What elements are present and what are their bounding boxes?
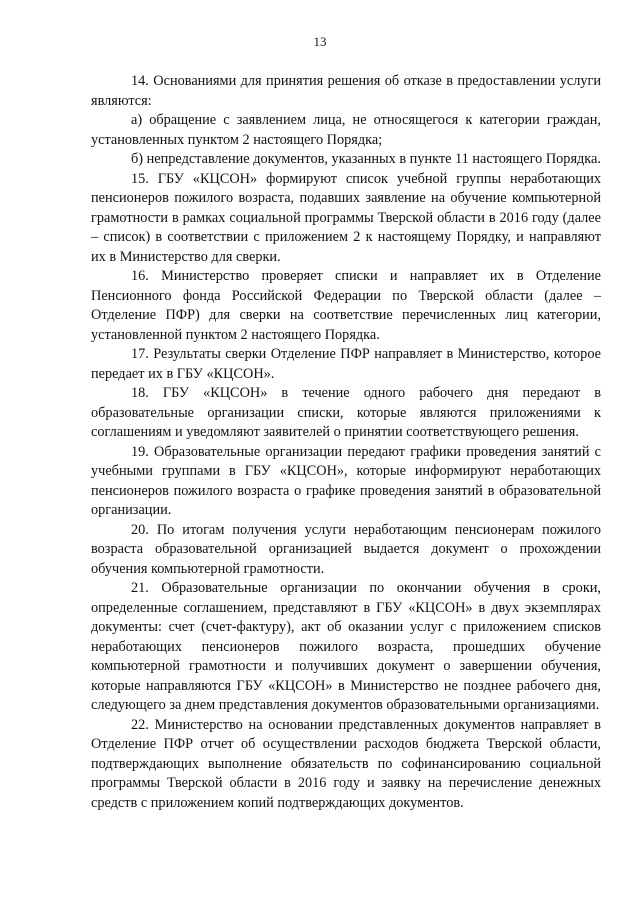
paragraph-14b: б) непредставление документов, указанных в пункте 11 настоящего Порядка. [131,151,601,167]
paragraph-14: 14. Основаниями для принятия решения об отказе в предоставлении услуги являются: [91,73,601,109]
paragraph-19: 19. Образовательные организации передают графики проведения занятий с учебными группами в ГБУ «КЦСОН», которые информируют неработающих пенсионеров пожилого возраста о графике проведения занятий в образовательной организации. [91,443,601,518]
paragraph-18: 18. ГБУ «КЦСОН» в течение одного рабочего дня передают в образовательные организации списки, которые являются приложениями к соглашениям и уведомляют заявителей о принятии соответствующего решения. [91,385,601,440]
paragraph-14a: а) обращение с заявлением лица, не относящегося к категории граждан, установленных пунктом 2 настоящего Порядка; [91,112,601,148]
paragraph-17: 17. Результаты сверки Отделение ПФР направляет в Министерство, которое передает их в ГБУ «КЦСОН». [91,346,601,382]
document-body [91,72,601,813]
page-number: 13 [313,34,327,49]
paragraph-22: 22. Министерство на основании представленных документов направляет в Отделение ПФР отчет об осуществлении расходов бюджета Тверской области, подтверждающих выполнение обязательств по софинансированию социальной программы Тверской области в 2016 году и заявку на перечисление денежных средств с приложением копий подтверждающих документов. [91,716,601,811]
paragraph-16: 16. Министерство проверяет списки и направляет их в Отделение Пенсионного фонда Российской Федерации по Тверской области (далее – Отделение ПФР) для сверки на соответствие перечисленных лиц категории, установленной пунктом 2 настоящего Порядка. [91,268,601,343]
paragraph-15: 15. ГБУ «КЦСОН» формируют список учебной группы неработающих пенсионеров пожилого возраста, подавших заявление на обучение компьютерной грамотности в рамках социальной программы Тверской области в 2016 году (далее – список) в соответствии с приложением 2 к настоящему Порядку, и направляют их в Министерство для сверки. [91,170,601,265]
paragraph-21: 21. Образовательные организации по окончании обучения в сроки, определенные соглашением, представляют в ГБУ «КЦСОН» в двух экземплярах документы: счет (счет-фактуру), акт об оказании услуг с приложением списков неработающих пенсионеров пожилого возраста, прошедших обучение компьютерной грамотности и получивших документ о завершении обучения, которые направляются ГБУ «КЦСОН» в Министерство не позднее рабочего дня, следующего за днем представления документов образовательными организациями. [91,580,601,713]
paragraph-20: 20. По итогам получения услуги неработающим пенсионерам пожилого возраста образовательной организацией выдается документ о прохождении обучения компьютерной грамотности. [91,521,601,577]
